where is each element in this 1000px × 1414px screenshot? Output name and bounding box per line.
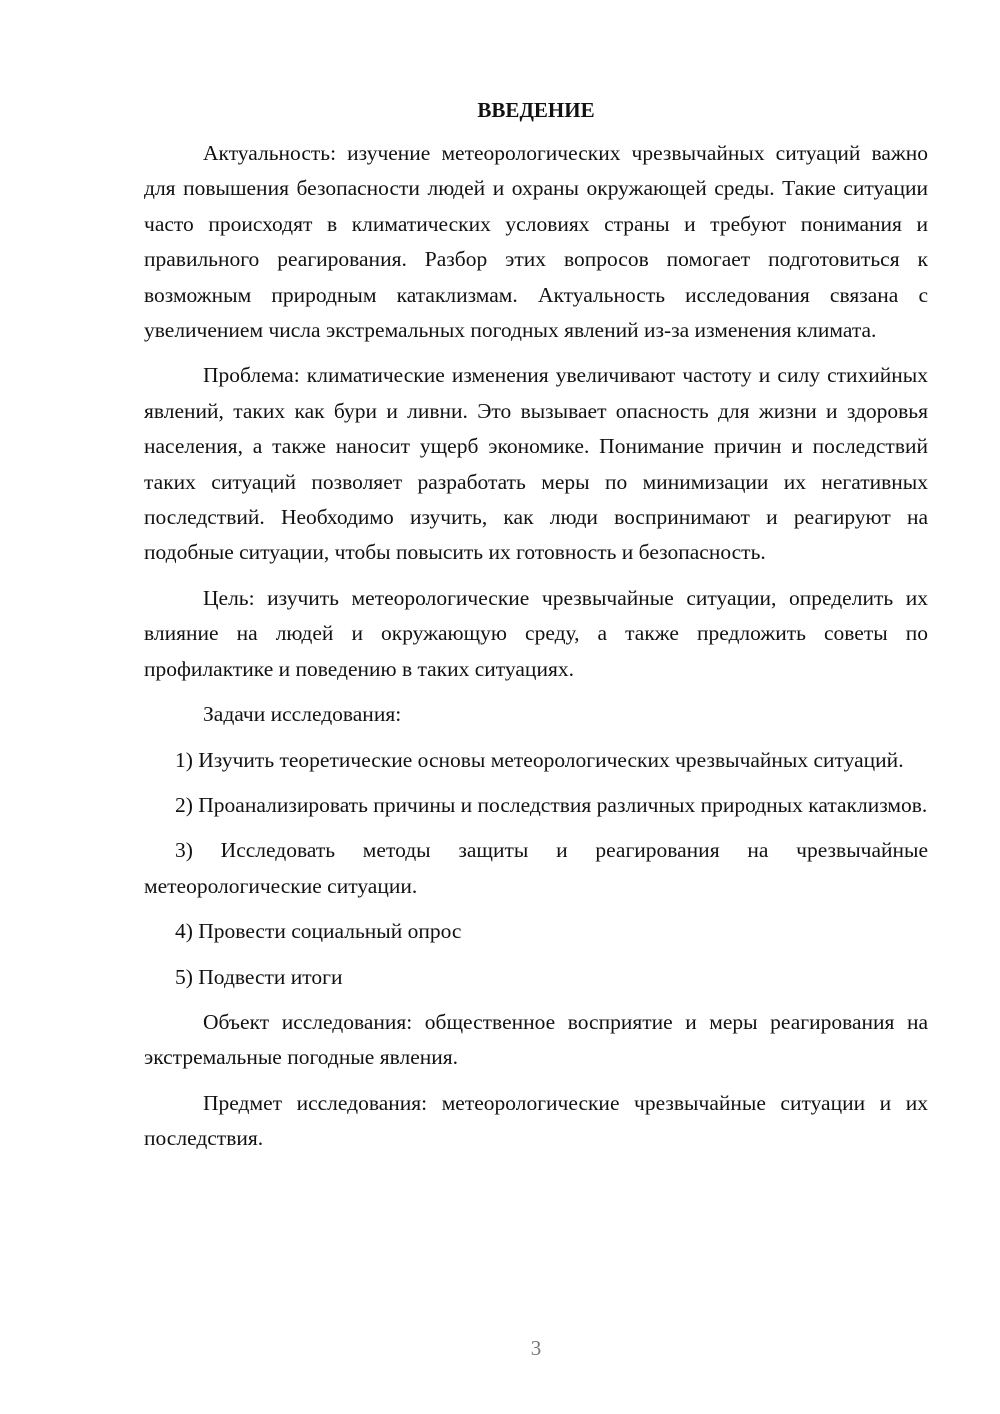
page-title: ВВЕДЕНИЕ — [477, 98, 595, 122]
task-item: 4) Провести социальный опрос — [175, 919, 462, 944]
paragraph-object: Объект исследования: общественное восприятие и меры реагирования на экстремальные погодные явления. — [144, 1009, 928, 1070]
tasks-heading: Задачи исследования: — [203, 702, 402, 727]
task-item: 2) Проанализировать причины и последствия различных природных катаклизмов. — [175, 792, 928, 817]
paragraph-goal: Цель: изучить метеорологические чрезвычайные ситуации, определить их влияние на людей и окружающую среду, а также предложить советы по профилактике и поведению в таких ситуациях. — [144, 585, 928, 681]
task-item: 1) Изучить теоретические основы метеорологических чрезвычайных ситуаций. — [175, 747, 904, 772]
page-content — [144, 94, 928, 1167]
tasks-list — [144, 743, 928, 995]
paragraph-relevance: Актуальность: изучение метеорологических чрезвычайных ситуаций важно для повышения безопасности людей и охраны окружающей среды. Такие ситуации часто происходят в климатических условиях страны и требуют понимания и правильного реагирования. Разбор этих вопросов помогает подготовиться к возможным природным катаклизмам. Актуальность исследования связана с увеличением числа экстремальных погодных явлений из-за изменения климата. — [144, 141, 928, 343]
task-item: 5) Подвести итоги — [175, 964, 343, 989]
task-item: 3) Исследовать методы защиты и реагирования на чрезвычайные метеорологические ситуации. — [144, 838, 928, 898]
paragraph-problem: Проблема: климатические изменения увеличивают частоту и силу стихийных явлений, таких как бури и ливни. Это вызывает опасность для жизни и здоровья населения, а также наносит ущерб экономике. Понимание причин и последствий таких ситуаций позволяет разработать меры по минимизации их негативных последствий. Необходимо изучить, как люди воспринимают и реагируют на подобные ситуации, чтобы повысить их готовность и безопасность. — [144, 363, 928, 565]
paragraph-subject: Предмет исследования: метеорологические чрезвычайные ситуации и их последствия. — [144, 1090, 928, 1151]
page-number: 3 — [530, 1336, 542, 1360]
